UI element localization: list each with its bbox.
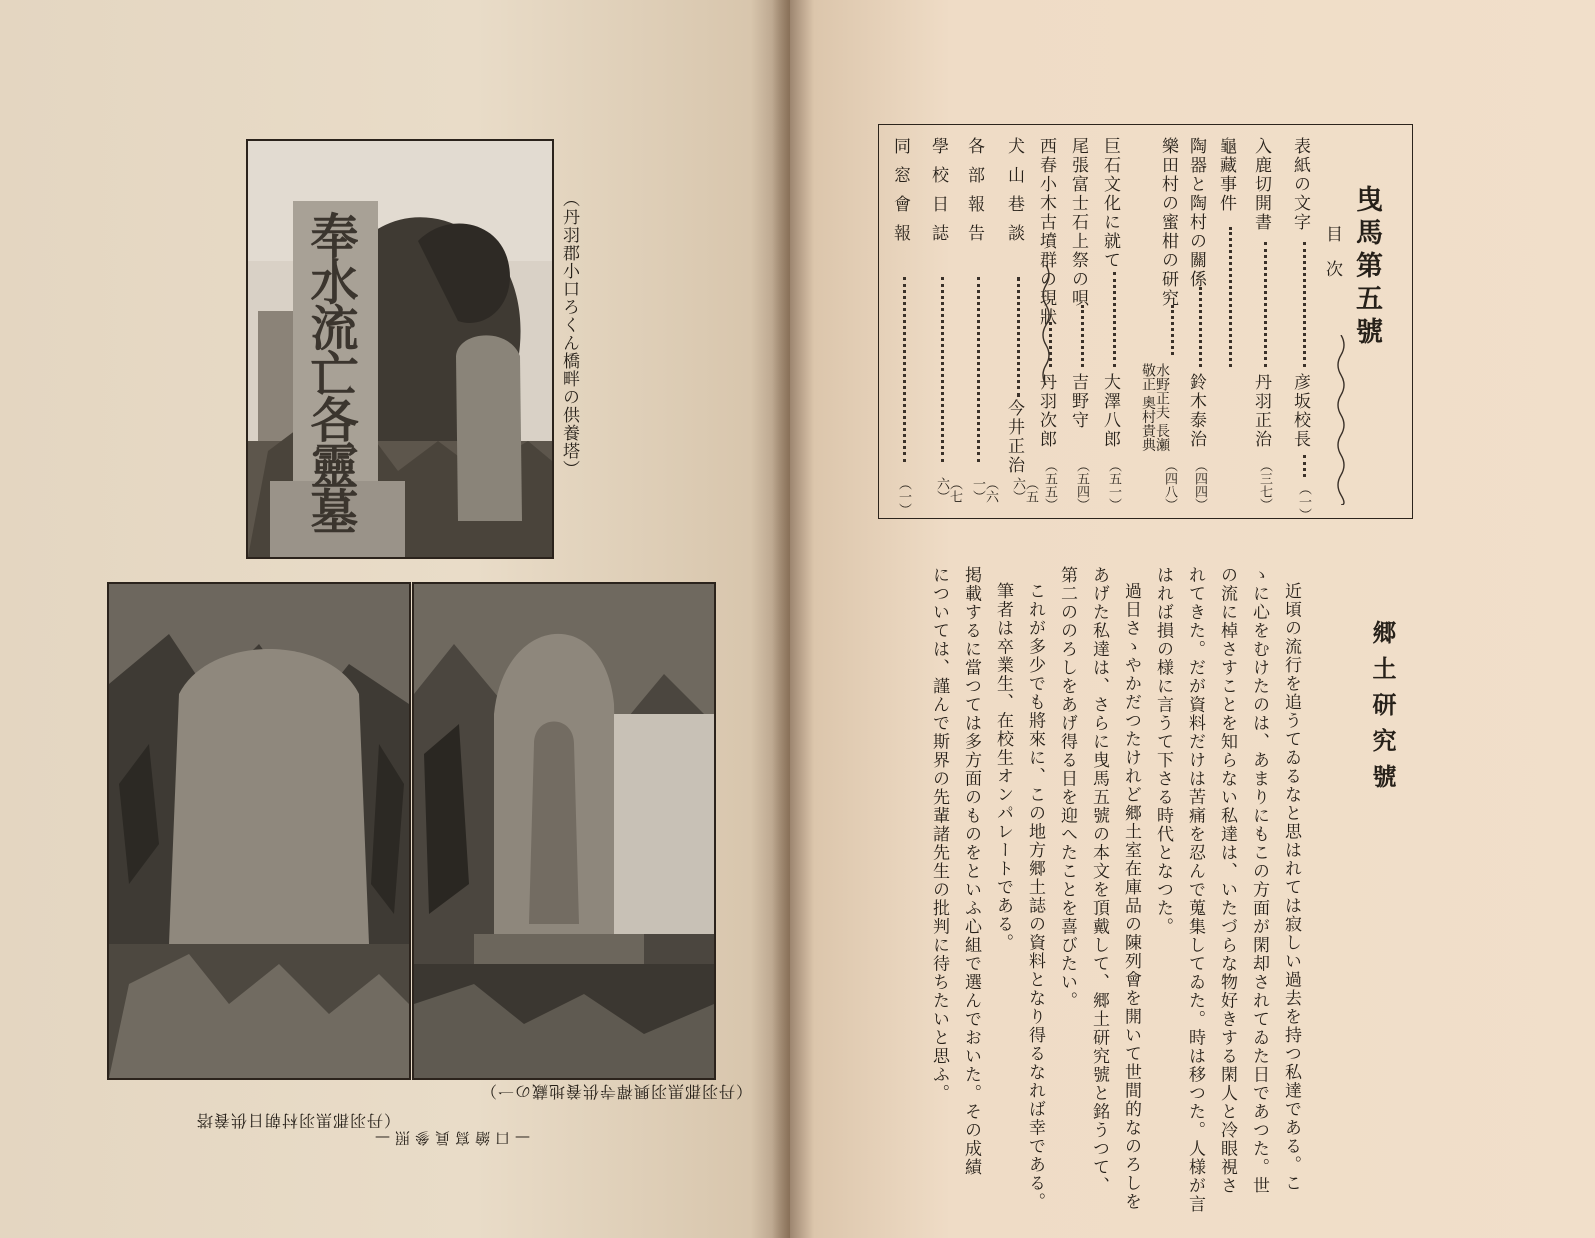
toc-entry-title: 同窓會報 [890,137,910,253]
toc-leader-dots [1171,305,1174,355]
toc-leader-dots [941,277,944,462]
toc-entry-author: 水野正夫 長瀬敬正 奧村貴典 [1140,363,1170,452]
toc-entry [1101,137,1127,512]
toc-entry-page: （四四） [1192,459,1207,511]
toc-entry-author: 大澤八郎 [1100,373,1120,449]
toc-leader-dots [1199,287,1202,367]
toc-entry-title: 尾張富士石上祭の唄 [1068,137,1088,308]
toc-entry-author: 鈴木泰治 [1186,373,1206,449]
body-line: 掲載するに當つては多方面のものをといふ心組で選んでおいた。その成績 [961,566,981,1177]
body-line: れてきた。だが資料だけは苦痛を忍んで蒐集してゐた。時は移つた。人様が言 [1185,566,1205,1214]
toc-entry-page: （五一） [1106,459,1121,511]
body-line: これが多少でも將來に、この地方郷土誌の資料となり得るなれば幸である。 [1025,582,1045,1211]
toc-entry-author: 丹羽次郎 [1036,373,1056,449]
toc-entry-page: （七六） [934,477,962,503]
body-line: 過日さゝやかだつたけれど郷土室在庫品の陳列會を開いて世間的なのろしを [1121,582,1141,1211]
body-line: については、謹んで斯界の先輩諸先生の批判に待ちたいと思ふ。 [929,566,949,1103]
toc-entry-page: （三七） [1257,459,1272,511]
body-line: ゝに心をむけたのは、あまりにもこの方面が閑却されてゐた日であつた。世 [1249,566,1269,1195]
body-line: はれば損の様に言うて下さる時代となつた。 [1153,566,1173,936]
wavy-divider [1039,265,1053,385]
toc-entry-title: 龜藏事件 [1216,137,1236,213]
toc-leader-dots [1081,305,1084,367]
toc-entry-title: 學校日誌 [928,137,948,253]
toc-leader-dots [1303,242,1306,367]
section-heading: 郷土研究號 [1368,620,1397,800]
toc-entry [1187,137,1213,512]
toc-entry-title: 各部報告 [964,137,984,253]
photo-memorial-stone-top-image [248,141,552,557]
toc-entry-author: 吉野守 [1068,373,1088,430]
toc-leader-dots [903,277,906,462]
toc-leader-dots [1017,277,1020,397]
toc-entry-page: （五六） [1010,477,1038,503]
toc-entry-author: 彦坂校長 [1290,373,1310,449]
toc-entry-page: （四八） [1162,459,1177,511]
body-line: の流に棹さすことを知らない私達は、いたづらな物好きする閑人と冷眼視さ [1217,566,1237,1195]
toc-entry-title: 表紙の文字 [1290,137,1310,232]
toc-entry [964,137,998,512]
wavy-divider [1334,335,1348,505]
photo-bottom-right-caption: （丹羽郡黒羽興禪寺供養地藏の一） [480,1082,753,1101]
toc-entry [928,137,962,512]
toc-entry-page: （一） [1296,482,1311,521]
photo-memorial-stone-bottom-left-image [109,584,409,1078]
toc-leader-dots [1229,227,1232,367]
right-page [790,0,1595,1238]
toc-entry-page: （五四） [1074,459,1089,511]
toc-entry-page: （一） [896,477,911,516]
plate-title: —口繪寫眞參照— [370,1129,531,1147]
toc-leader-dots [1303,455,1306,477]
body-line: 第二ののろしをあげ得る日を迎へたことを喜びたい。 [1057,566,1077,1010]
toc-entry [1217,137,1243,512]
table-of-contents [878,124,1413,519]
toc-entry [1069,137,1095,512]
toc-entry-page: （五五） [1042,459,1057,511]
photo-jizo-statue-bottom-right [412,582,716,1080]
toc-leader-dots [1264,242,1267,367]
toc-entry [890,137,917,516]
photo-memorial-stone-top [246,139,554,559]
toc-leader-dots [977,277,980,462]
toc-entry [1290,137,1317,521]
toc-entry-title: 陶器と陶村の關係 [1186,137,1206,289]
stone-inscription-top: 奉水流亡各靈墓 [302,211,358,533]
toc-entry-title: 西春小木古墳群の現狀 [1036,137,1056,327]
photo-memorial-stone-bottom-left [107,582,411,1080]
toc-entry-title: 巨石文化に就て [1100,137,1120,270]
photo-top-caption: （丹羽郡小口ろくん橋畔の供養塔） [559,190,579,478]
body-line: あげた私達は、さらに曳馬五號の本文を頂戴して、郷土研究號と銘うつて、 [1089,566,1109,1195]
toc-entry-title: 犬山巷談 [1004,137,1024,253]
photo-jizo-statue-bottom-right-image [414,584,714,1078]
body-line: 近頃の流行を追うてゐるなと思はれては寂しい過去を持つ私達である。こ [1281,582,1301,1193]
toc-entry-author: 今井正治 [1004,399,1024,475]
body-line: 筆者は卒業生、在校生オンパレートである。 [993,582,1013,952]
toc-entry [1141,137,1185,512]
toc-entry-title: 入鹿切開書 [1251,137,1271,232]
journal-title: 曳馬第五號 [1351,185,1382,350]
toc-entry-page: （六一） [970,477,998,503]
toc-entry-author: 丹羽正治 [1251,373,1271,449]
toc-entry [1004,137,1038,512]
photo-bottom-left-caption: （丹羽郡黒羽村朝日供養塔 [196,1111,401,1130]
left-page [0,0,790,1238]
toc-heading: 目次 [1322,225,1342,295]
toc-entry-title: 樂田村の蜜柑の研究 [1158,137,1178,308]
toc-entry [1252,137,1278,512]
toc-leader-dots [1113,272,1116,367]
